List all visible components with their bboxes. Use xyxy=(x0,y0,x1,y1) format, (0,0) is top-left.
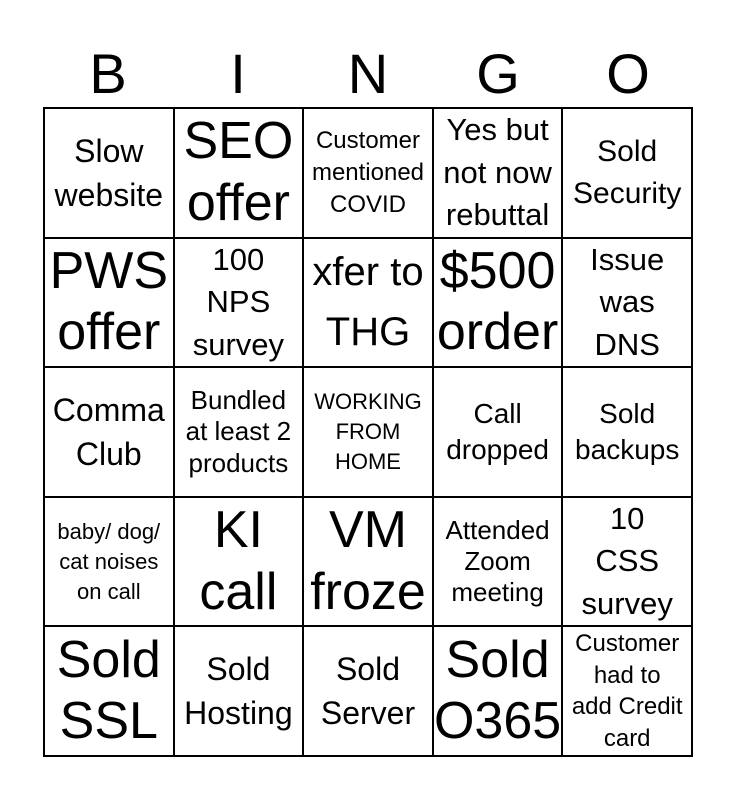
header-letter-g: G xyxy=(476,42,520,105)
bingo-cell[interactable] xyxy=(433,626,563,756)
bingo-header xyxy=(43,40,693,108)
bingo-cell[interactable] xyxy=(44,108,174,238)
cell-text: 100 NPS survey xyxy=(192,241,285,362)
cell-text: Slow website xyxy=(54,132,164,213)
header-letter-i: I xyxy=(230,42,246,105)
cell-text: SEO offer xyxy=(183,112,294,232)
bingo-cell[interactable] xyxy=(303,367,433,497)
bingo-cell[interactable] xyxy=(303,626,433,756)
bingo-cell[interactable] xyxy=(562,367,692,497)
cell-text: Sold Security xyxy=(573,134,682,210)
bingo-cell[interactable] xyxy=(303,108,433,238)
bingo-cell[interactable] xyxy=(562,497,692,627)
bingo-cell[interactable] xyxy=(562,626,692,756)
bingo-cell[interactable] xyxy=(303,497,433,627)
bingo-cell[interactable] xyxy=(433,108,563,238)
header-letter-o: O xyxy=(606,42,650,105)
bingo-cell[interactable] xyxy=(433,497,563,627)
bingo-cell[interactable] xyxy=(174,108,304,238)
cell-text: Sold Server xyxy=(320,651,416,732)
cell-text: 10 CSS survey xyxy=(581,500,673,621)
cell-text: Sold Hosting xyxy=(184,651,293,732)
cell-text: Customer mentioned COVID xyxy=(311,127,425,218)
cell-text: KI call xyxy=(199,501,278,621)
cell-text: PWS offer xyxy=(49,242,169,362)
cell-text: Bundled at least 2 products xyxy=(185,385,292,478)
cell-text: $500 order xyxy=(436,242,559,362)
cell-text: WORKING FROM HOME xyxy=(314,389,422,474)
bingo-cell[interactable] xyxy=(433,367,563,497)
cell-text: baby/ dog/ cat noises on call xyxy=(57,518,161,604)
header-letter-b: B xyxy=(89,42,127,105)
bingo-cell[interactable] xyxy=(174,626,304,756)
bingo-cell[interactable] xyxy=(44,238,174,368)
bingo-card xyxy=(43,107,693,757)
cell-text: Call dropped xyxy=(446,397,549,465)
bingo-cell[interactable] xyxy=(562,238,692,368)
bingo-cell[interactable] xyxy=(433,238,563,368)
bingo-cell[interactable] xyxy=(562,108,692,238)
cell-text: Sold SSL xyxy=(56,630,161,751)
bingo-cell[interactable] xyxy=(44,626,174,756)
cell-text: Sold backups xyxy=(575,397,680,465)
cell-text: Attended Zoom meeting xyxy=(445,514,550,608)
bingo-cell[interactable] xyxy=(174,497,304,627)
bingo-cell[interactable] xyxy=(303,238,433,368)
cell-text: Customer had to add Credit card xyxy=(571,629,683,752)
bingo-cell[interactable] xyxy=(174,367,304,497)
bingo-cell[interactable] xyxy=(44,367,174,497)
bingo-cell[interactable] xyxy=(174,238,304,368)
cell-text: Sold O365 xyxy=(433,630,562,751)
header-letter-n: N xyxy=(347,42,389,105)
cell-text: Issue was DNS xyxy=(590,241,665,362)
cell-text: xfer to THG xyxy=(312,250,424,355)
cell-text: Yes but not now rebuttal xyxy=(443,112,552,233)
bingo-cell[interactable] xyxy=(44,497,174,627)
cell-text: VM froze xyxy=(310,501,426,621)
cell-text: Comma Club xyxy=(52,391,165,472)
